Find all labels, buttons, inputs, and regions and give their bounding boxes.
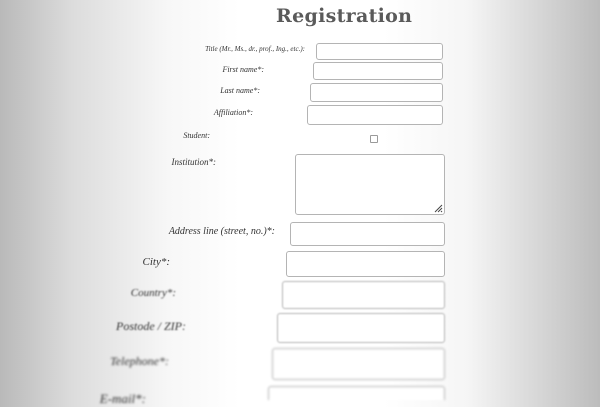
telephone-field[interactable] [272, 348, 445, 380]
label-telephone: Telephone*: [110, 354, 169, 368]
last-name-field[interactable] [310, 83, 443, 102]
label-email: E-mail*: [99, 391, 146, 406]
label-institution: Institution*: [171, 157, 216, 167]
label-first-name: First name*: [222, 65, 264, 74]
label-last-name: Last name*: [220, 86, 260, 95]
title-field[interactable] [316, 43, 443, 60]
label-address: Address line (street, no.)*: [168, 226, 275, 237]
resize-grip-icon[interactable] [434, 204, 443, 213]
city-field[interactable] [286, 251, 445, 277]
page-title: Registration [276, 5, 413, 27]
affiliation-field[interactable] [307, 105, 443, 125]
country-field[interactable] [282, 281, 445, 309]
label-city: City*: [142, 256, 170, 268]
first-name-field[interactable] [313, 62, 443, 80]
label-title: Title (Mr., Ms., dr., prof., Ing., etc.): [205, 45, 305, 53]
label-affiliation: Affiliation*: [213, 108, 253, 117]
email-field[interactable] [268, 386, 445, 400]
institution-textarea[interactable] [295, 154, 445, 215]
label-student: Student: [183, 131, 210, 140]
label-country: Country*: [130, 287, 176, 299]
student-checkbox[interactable] [370, 135, 378, 143]
address-field[interactable] [290, 222, 445, 246]
label-postcode: Postode / ZIP: [116, 319, 186, 333]
postcode-field[interactable] [277, 313, 445, 343]
